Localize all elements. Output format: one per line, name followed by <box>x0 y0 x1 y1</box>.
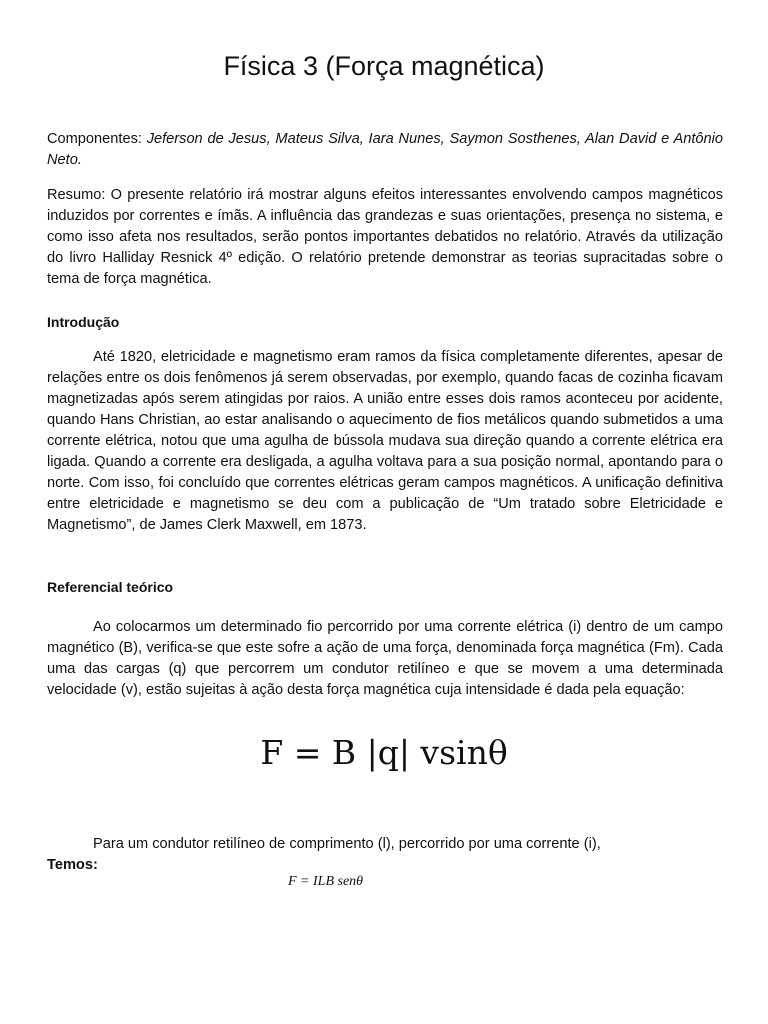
summary-label: Resumo: <box>47 187 106 203</box>
force-equation: F = B |q| vsinθ <box>260 733 508 772</box>
conductor-equation: F = ILB senθ <box>288 874 364 889</box>
summary-text: O presente relatório irá mostrar alguns efeitos interessantes envolvendo campos magnéticos induzidos por correntes e ímãs. A influência das grandezas e suas orientações, presença no sistema, e como isso afeta nos resultados, serão pontos importantes debatidos no relatório. Através da utilização do livro Halliday Resnick 4º edição. O relatório pretende demonstrar as teorias supracitadas sobre o tema de força magnética. <box>47 187 723 287</box>
theory-heading: Referencial teórico <box>47 579 174 595</box>
components-names: Jeferson de Jesus, Mateus Silva, Iara Nunes, Saymon Sosthenes, Alan David e Antônio Neto. <box>47 131 723 168</box>
components-paragraph <box>47 129 723 171</box>
summary-paragraph <box>47 185 723 290</box>
theory-paragraph: Ao colocarmos um determinado fio percorrido por uma corrente elétrica (i) dentro de um campo magnético (B), verifica-se que este sofre a ação de uma força, denominada força magnética (Fm). Cada uma das cargas (q) que percorrem um condutor retilíneo e que se movem a uma determinada velocidade (v), estão sujeitas à ação desta força magnética cuja intensidade é dada pela equação: <box>47 619 723 698</box>
document-title: Física 3 (Força magnética) <box>223 51 545 81</box>
conductor-paragraph: Para um condutor retilíneo de comprimento (l), percorrido por uma corrente (i), <box>93 836 601 852</box>
temos-label: Temos: <box>47 857 98 873</box>
components-label: Componentes: <box>47 131 142 147</box>
introduction-paragraph: Até 1820, eletricidade e magnetismo eram ramos da física completamente diferentes, apesar de relações entre os dois fenômenos já serem observadas, por exemplo, quando facas de cozinha ficavam magnetizadas após serem atingidas por raios. A união entre esses dois ramos aconteceu por acidente, quando Hans Christian, ao estar analisando o aquecimento de fios metálicos quando submetidos a uma corrente elétrica, notou que uma agulha de bússola mudava sua direção quando a corrente elétrica era ligada. Quando a corrente era desligada, a agulha voltava para a sua posição normal, apontando para o norte. Com isso, foi concluído que correntes elétricas geram campos magnéticos. A unificação definitiva entre eletricidade e magnetismo se deu com a publicação de “Um tratado sobre Eletricidade e Magnetismo”, de James Clerk Maxwell, em 1873. <box>47 349 723 533</box>
introduction-heading: Introdução <box>47 314 120 330</box>
